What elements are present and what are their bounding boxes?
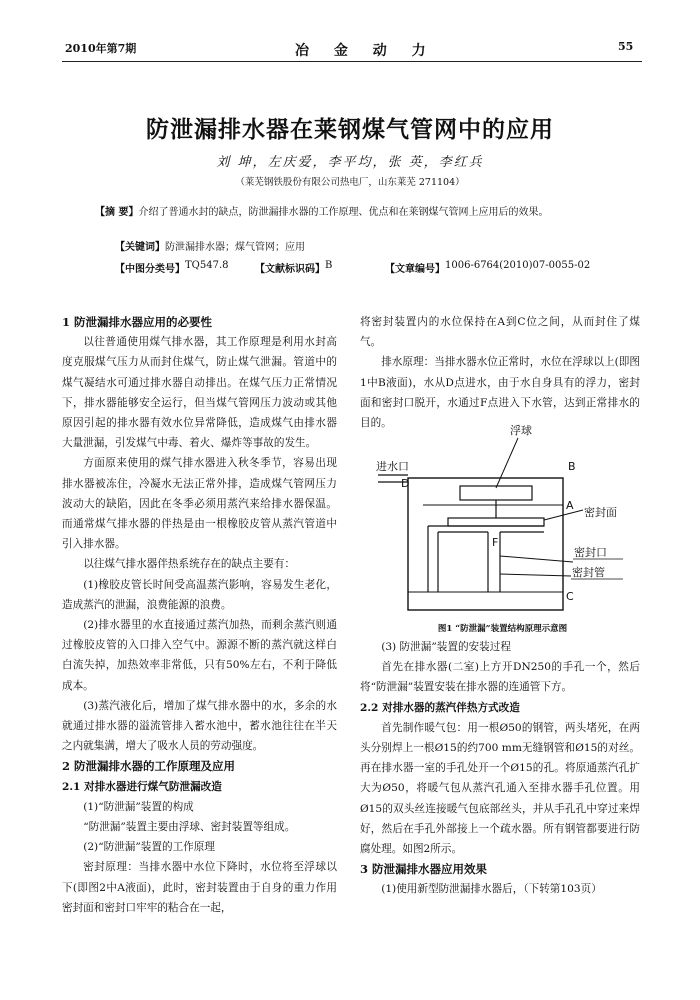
label-seal-pipe: 密封管 bbox=[572, 566, 605, 579]
article-no-value: 1006-6764(2010)07-0055-02 bbox=[445, 260, 591, 271]
issue-label: 2010年第7期 bbox=[65, 42, 137, 55]
abstract-text: 介绍了普通水封的缺点，防泄漏排水器的工作原理、优点和在莱钢煤气管网上应用后的效果。 bbox=[138, 207, 549, 218]
doc-code-label: 【文献标识码】 bbox=[255, 264, 325, 275]
label-float: 浮球 bbox=[510, 424, 532, 437]
section-2-1-heading: 2.1 对排水器进行煤气防泄漏改造 bbox=[62, 780, 222, 793]
label-D: D bbox=[401, 477, 410, 490]
page-number: 55 bbox=[618, 40, 634, 53]
paragraph: (3)蒸汽液化后，增加了煤气排水器中的水，多余的水就通过排水器的溢流管排入蓄水池中，蓄水池往往在半天之内就集满，增大了吸水人员的劳动强度。 bbox=[62, 699, 337, 753]
abstract-label: 【摘 要】 bbox=[95, 207, 139, 218]
float-ball bbox=[460, 486, 532, 500]
article-title: 防泄漏排水器在莱钢煤气管网中的应用 bbox=[146, 116, 554, 143]
paragraph: 以往普通使用煤气排水器，其工作原理是利用水封高度克服煤气压力从而封住煤气，防止煤气泄漏。管道中的煤气凝结水可通过排水器自动排出。在煤气压力正常情况下，排水器能够安全运行，但当煤气管网压力波动或其他原因引起的排水器有效水位异常降低，造成煤气由排水器大量泄漏，引发煤气中毒、着火、爆炸等事故的发生。 bbox=[62, 336, 337, 450]
paragraph: (1)“防泄漏”装置的构成 bbox=[83, 800, 194, 813]
paragraph: 首先制作暖气包：用一根Ø50的钢管，两头堵死，在两头分别焊上一根Ø15的约700 mm无缝钢管和Ø15的对丝。再在排水器一室的手孔处开一个Ø15的孔。将原通蒸汽孔扩大为Ø50，将暖气包从蒸汽孔通入至排水器手孔位置。用Ø15的双头丝连接暖气包底部丝头，并从手孔孔中穿过来焊好，然后在手孔外部接上一个疏水器。所有钢管都要进行防腐处理。如图2所示。 bbox=[360, 721, 640, 856]
section-2-heading: 2 防泄漏排水器的工作原理及应用 bbox=[62, 759, 236, 774]
paragraph: (1)使用新型防泄漏排水器后，（下转第103页） bbox=[381, 883, 602, 896]
left-column bbox=[62, 312, 337, 918]
abstract bbox=[95, 205, 620, 220]
label-A: A bbox=[566, 499, 574, 512]
paragraph: 将密封装置内的水位保持在A到C位之间，从而封住了煤气。 bbox=[360, 316, 640, 349]
keywords-text: 防泄漏排水器；煤气管网；应用 bbox=[165, 242, 305, 253]
label-seal-port: 密封口 bbox=[574, 546, 607, 559]
doc-code-value: B bbox=[325, 260, 333, 271]
section-2-2-heading: 2.2 对排水器的蒸汽伴热方式改造 bbox=[360, 701, 520, 714]
section-3-heading: 3 防泄漏排水器应用效果 bbox=[360, 862, 488, 877]
clc-value: TQ547.8 bbox=[185, 260, 229, 271]
paragraph: 首先在排水器(二室)上方开DN250的手孔一个，然后将“防泄漏”装置安装在排水器的连通管下方。 bbox=[360, 661, 640, 694]
paragraph: (2)排水器里的水直接通过蒸汽加热，而剩余蒸汽则通过橡胶皮管的入口排入空气中。源源不断的蒸汽就这样白白流失掉，加热效率非常低，只有50%左右，不利于降低成本。 bbox=[62, 619, 337, 692]
paragraph: 方面原来使用的煤气排水器进入秋冬季节，容易出现排水器被冻住，冷凝水无法正常外排，造成煤气管网压力波动大的缺陷，因此在冬季必须用蒸汽来给排水器保温。而通常煤气排水器的伴热是由一根橡胶皮管从蒸汽管道中引入排水器。 bbox=[62, 457, 337, 551]
label-B: B bbox=[568, 460, 576, 473]
float-leader bbox=[496, 438, 518, 488]
paragraph: 密封原理：当排水器中水位下降时，水位将至浮球以下(即图2中A液面)，此时，密封装置由于自身的重力作用密封面和密封口牢牢的粘合在一起， bbox=[62, 861, 337, 914]
label-seal-face: 密封面 bbox=[584, 506, 617, 519]
article-no-label: 【文章编号】 bbox=[385, 264, 445, 275]
keywords-label: 【关键词】 bbox=[115, 242, 165, 253]
label-inlet: 进水口 bbox=[376, 460, 409, 473]
vessel-outline bbox=[408, 478, 563, 610]
paragraph: “防泄漏”装置主要由浮球、密封装置等组成。 bbox=[83, 821, 296, 834]
section-1-heading: 1 防泄漏排水器应用的必要性 bbox=[62, 315, 213, 329]
paragraph: (3) 防泄漏”装置的安装过程 bbox=[381, 641, 511, 653]
figure-1-diagram bbox=[368, 420, 638, 630]
paragraph: 排水原理：当排水器水位正常时，水位在浮球以上(即图1中B液面)，水从D点进水，由于水自身具有的浮力，密封面和密封口脱开，水通过F点进入下水管，达到正常排水的目的。 bbox=[360, 356, 640, 430]
clc-label: 【中图分类号】 bbox=[115, 264, 185, 275]
right-column-top bbox=[360, 312, 640, 433]
header-rule bbox=[62, 61, 642, 62]
paragraph: (1)橡胶皮管长时间受高温蒸汽影响，容易发生老化，造成蒸汽的泄漏，浪费能源的浪费。 bbox=[62, 578, 337, 611]
right-column-bottom bbox=[360, 637, 640, 900]
keywords bbox=[115, 240, 640, 255]
authors: 刘 坤，左庆爱，李平均，张 英，李红兵 bbox=[216, 155, 484, 170]
paragraph: 以往煤气排水器伴热系统存在的缺点主要有： bbox=[83, 558, 296, 571]
label-F: F bbox=[492, 536, 499, 549]
journal-name: 冶 金 动 力 bbox=[295, 43, 436, 59]
paragraph: (2)“防泄漏”装置的工作原理 bbox=[83, 841, 215, 854]
figure-1-caption: 图1 “防泄漏”装置结构原理示意图 bbox=[437, 624, 568, 634]
affiliation: （莱芜钢铁股份有限公司热电厂，山东莱芜 271104） bbox=[235, 177, 465, 188]
seal-face bbox=[448, 518, 544, 526]
label-C: C bbox=[566, 590, 574, 603]
